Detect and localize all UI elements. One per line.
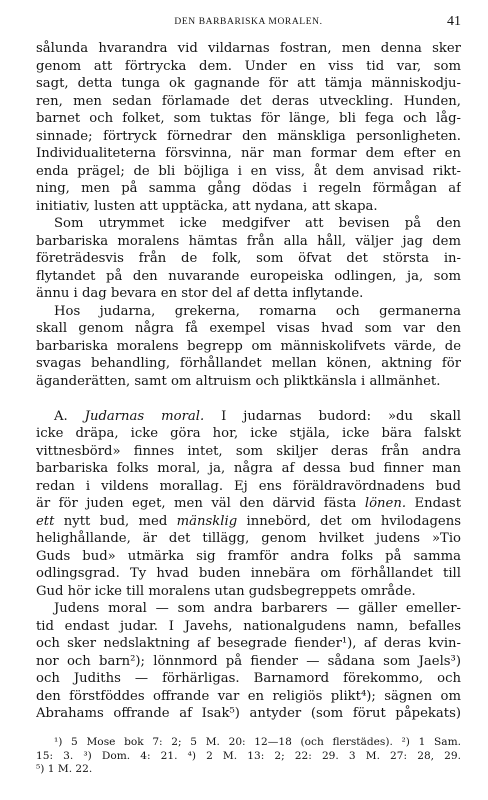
section-heading-line: A. Judarnas moral. I judarnas budord: »du skall xyxy=(54,408,461,424)
text-line: enda prägel; de bli böjliga i en viss, åt dem anvisad rikt- xyxy=(36,163,461,179)
text-line: barbariska folks moral, ja, några af dessa bud finner man xyxy=(36,461,461,476)
text-line: den förstföddes offrande var en religiös plikt⁴); sägnen om xyxy=(36,688,461,704)
text-line: ren, men sedan förlamade det deras utveckling. Hunden, xyxy=(36,93,461,109)
page-number: 41 xyxy=(447,14,461,29)
page-header xyxy=(36,14,461,34)
text-line: redan i vildens morallag. Ej ens föräldravördnadens bud xyxy=(36,478,461,494)
text-line: ännu i dag bevara en stor del af detta inflytande. xyxy=(36,286,364,301)
footnote-line: 15: 3. ³) Dom. 4: 21. ⁴) 2 M. 13: 2; 22: 29. 3 M. 27: 28, 29. xyxy=(36,749,461,762)
footnote-line: ¹) 5 Mose bok 7: 2; 5 M. 20: 12—18 (och flerstädes). ²) 1 Sam. xyxy=(54,736,461,748)
text-line: tid endast judar. I Javehs, nationalgudens namn, befalles xyxy=(36,618,461,634)
footnote-line: ⁵) 1 M. 22. xyxy=(36,763,93,775)
text-line: sålunda hvarandra vid vildarnas fostran, men denna sker xyxy=(36,41,461,56)
running-title: DEN BARBARISKA MORALEN. xyxy=(174,17,323,27)
text-line: icke dräpa, icke göra hor, icke stjäla, icke bära falskt xyxy=(36,426,461,441)
text-line: sagt, detta tunga ok gagnande för att tämja människodju- xyxy=(36,76,461,91)
text-line: Som utrymmet icke medgifver att bevisen på den xyxy=(54,216,461,231)
text-line: Individualiteterna försvinna, när man formar dem efter en xyxy=(36,146,461,161)
text-line: och sker nedslaktning af besegrade fiender¹), af deras kvin- xyxy=(36,636,461,651)
text-line: barbariska moralens begrepp om människolifvets värde, de xyxy=(36,338,461,354)
text-line: äganderätten, samt om altruism och pliktkänsla i allmänhet. xyxy=(36,373,441,389)
text-line: ning, men på samma gång dödas i regeln förmågan af xyxy=(36,181,461,196)
body-text xyxy=(36,40,461,723)
text-line: är för juden eget, men väl den därvid fästa lönen. Endast xyxy=(36,496,461,511)
text-line: barnet och folket, som tuktas för länge, bli fega och låg- xyxy=(36,111,461,126)
text-line: ett nytt bud, med mänsklig innebörd, det om hvilodagens xyxy=(36,513,461,529)
text-line: vittnesbörd» finnes intet, som skiljer deras från andra xyxy=(36,443,461,459)
text-line: helighållande, är det tillägg, genom hvilket judens »Tio xyxy=(36,531,461,546)
text-line: flytandet på den nuvarande europeiska odlingen, ja, som xyxy=(36,268,461,284)
text-line: sinnade; förtryck förnedrar den mänskliga personligheten. xyxy=(36,128,461,144)
text-line: genom att förtrycka dem. Under en viss tid var, som xyxy=(36,58,461,74)
text-line: odlingsgrad. Ty hvad buden innebära om förhållandet till xyxy=(36,566,461,581)
text-line: Judens moral — som andra barbarers — gäller emeller- xyxy=(54,601,461,616)
text-line: svagas behandling, förhållandet mellan könen, aktning för xyxy=(36,356,461,371)
footnotes xyxy=(36,736,461,777)
text-line: nor och barn²); lönnmord på fiender — sådana som Jaels³) xyxy=(36,653,461,669)
text-line: Guds bud» utmärka sig framför andra folks på samma xyxy=(36,548,461,564)
text-line: barbariska moralens hämtas från alla håll, väljer jag dem xyxy=(36,233,461,249)
text-line: initiativ, lusten att upptäcka, att nydana, att skapa. xyxy=(36,198,378,214)
section-gap xyxy=(36,390,461,408)
text-line: och Judiths — förhärligas. Barnamord förekommo, och xyxy=(36,671,461,686)
text-line: Gud hör icke till moralens utan gudsbegreppets område. xyxy=(36,583,416,599)
text-line: Abrahams offrande af Isak⁵) antyder (som förut påpekats) xyxy=(36,706,461,721)
text-line: företrädesvis från de folk, som öfvat det största in- xyxy=(36,251,461,266)
text-line: skall genom några få exempel visas hvad som var den xyxy=(36,321,461,336)
text-line: Hos judarna, grekerna, romarna och germanerna xyxy=(54,303,461,319)
